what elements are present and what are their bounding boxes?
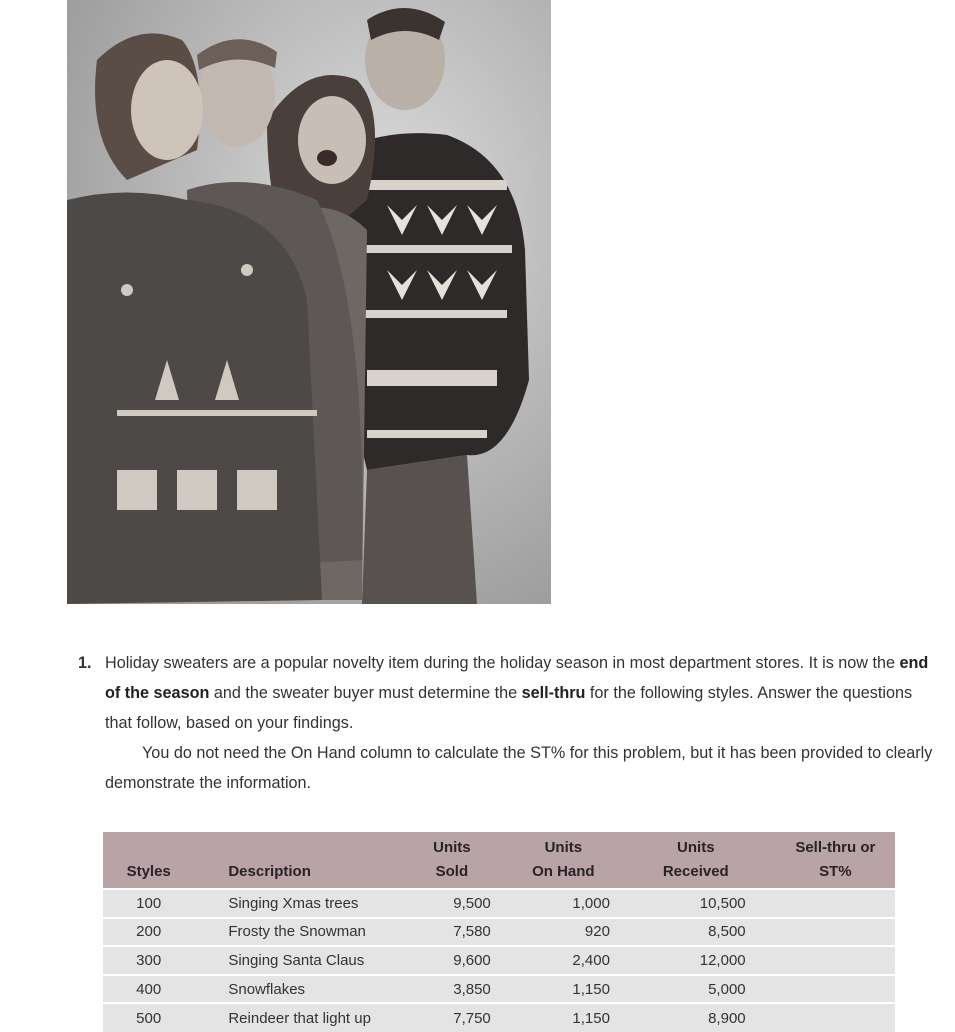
cell-units-received: 10,500: [640, 889, 776, 918]
header-sell-thru: Sell-thru or ST%: [776, 832, 895, 889]
cell-sell-thru[interactable]: [776, 918, 895, 947]
cell-units-sold: 7,750: [407, 1003, 511, 1032]
header-units-sold: Units Sold: [407, 832, 511, 889]
cell-units-received: 5,000: [640, 975, 776, 1004]
cell-description: Snowflakes: [194, 975, 407, 1004]
bold-end-of-season: end of the season: [105, 654, 929, 702]
cell-description: Frosty the Snowman: [194, 918, 407, 947]
table-row: [103, 975, 895, 1004]
header-description: Description: [194, 832, 407, 889]
cell-units-on-hand: 1,150: [511, 1003, 640, 1032]
cell-style: 200: [103, 918, 194, 947]
table-row: [103, 946, 895, 975]
cell-units-on-hand: 2,400: [511, 946, 640, 975]
cell-units-sold: 9,500: [407, 889, 511, 918]
header-styles: Styles: [103, 832, 194, 889]
cell-units-on-hand: 1,000: [511, 889, 640, 918]
cell-units-sold: 3,850: [407, 975, 511, 1004]
problem-paragraph-2: You do not need the On Hand column to calculate the ST% for this problem, but it has been provided to clearly demonstrate the information.: [105, 744, 933, 792]
cell-units-received: 12,000: [640, 946, 776, 975]
cell-units-received: 8,900: [640, 1003, 776, 1032]
cell-sell-thru[interactable]: [776, 946, 895, 975]
sell-thru-table: [103, 832, 895, 1032]
table-row: [103, 889, 895, 918]
cell-description: Singing Xmas trees: [194, 889, 407, 918]
cell-description: Reindeer that light up: [194, 1003, 407, 1032]
cell-style: 100: [103, 889, 194, 918]
cell-units-sold: 7,580: [407, 918, 511, 947]
cell-style: 300: [103, 946, 194, 975]
cell-units-sold: 9,600: [407, 946, 511, 975]
header-units-on-hand: Units On Hand: [511, 832, 640, 889]
table-row: [103, 918, 895, 947]
table-row: [103, 1003, 895, 1032]
bold-sell-thru: sell-thru: [521, 684, 586, 702]
problem-paragraph-1: Holiday sweaters are a popular novelty item during the holiday season in most department stores. It is now the end of the season and the sweater buyer must determine the sell-thru for the following styles. Answer the questions that follow, based on your findings.: [105, 654, 929, 732]
cell-sell-thru[interactable]: [776, 1003, 895, 1032]
cell-sell-thru[interactable]: [776, 889, 895, 918]
cell-style: 400: [103, 975, 194, 1004]
table-header-row: [103, 832, 895, 889]
header-units-received: Units Received: [640, 832, 776, 889]
holiday-sweater-photo: [67, 0, 551, 604]
cell-style: 500: [103, 1003, 194, 1032]
problem-1: [78, 648, 938, 798]
cell-sell-thru[interactable]: [776, 975, 895, 1004]
cell-description: Singing Santa Claus: [194, 946, 407, 975]
problem-number: 1.: [78, 654, 92, 672]
cell-units-on-hand: 1,150: [511, 975, 640, 1004]
cell-units-received: 8,500: [640, 918, 776, 947]
cell-units-on-hand: 920: [511, 918, 640, 947]
